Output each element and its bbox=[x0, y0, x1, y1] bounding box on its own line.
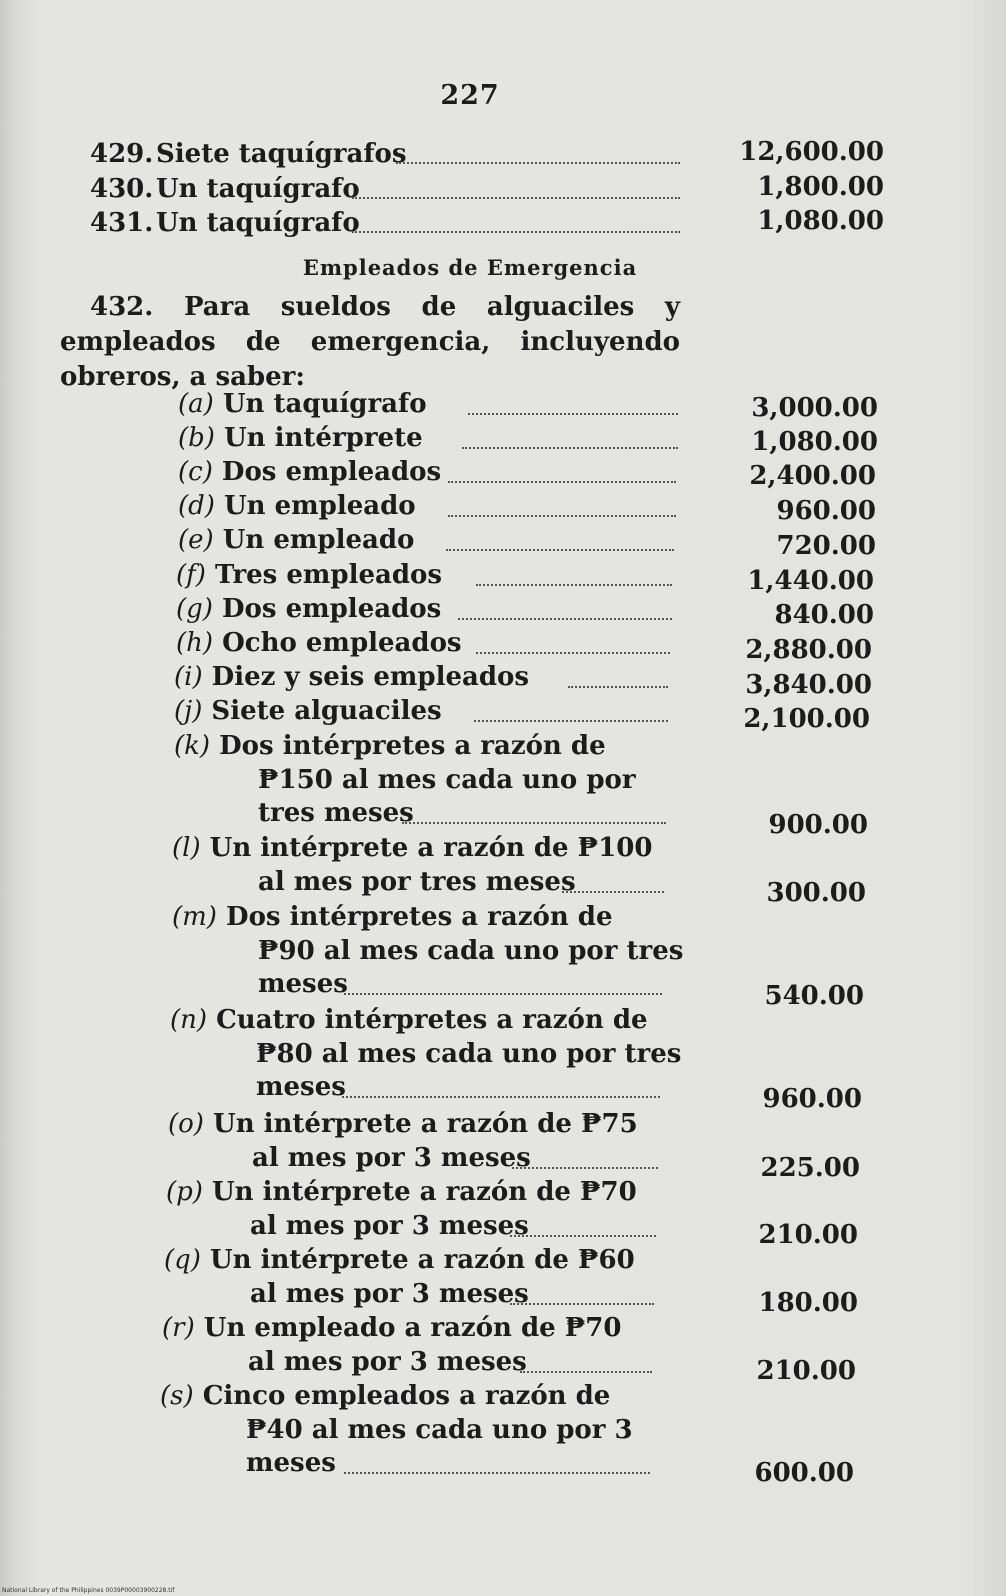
item-letter: (q) bbox=[164, 1245, 201, 1275]
leader-dots bbox=[448, 515, 676, 517]
list-item bbox=[178, 490, 416, 523]
entry-row bbox=[90, 172, 360, 206]
item-letter: (f) bbox=[176, 560, 206, 590]
archive-footer: National Library of the Philippines 0039P00003900228.tif bbox=[2, 1587, 175, 1594]
leader-dots bbox=[520, 1371, 652, 1373]
leader-dots bbox=[342, 1096, 660, 1098]
item-continuation: ₱40 al mes cada uno por 3 bbox=[246, 1415, 633, 1445]
item-amount: 1,080.00 bbox=[751, 427, 878, 457]
leader-dots bbox=[512, 1167, 658, 1169]
item-label: Un intérprete a razón de ₱60 bbox=[210, 1245, 635, 1275]
item-continuation: ₱150 al mes cada uno por bbox=[258, 765, 636, 795]
item-letter: (d) bbox=[178, 491, 215, 521]
list-item bbox=[174, 730, 606, 763]
item-label: Diez y seis empleados bbox=[211, 662, 530, 692]
leader-dots bbox=[476, 652, 670, 654]
item-amount: 2,100.00 bbox=[743, 704, 870, 734]
list-item bbox=[176, 559, 442, 592]
leader-dots bbox=[458, 618, 672, 620]
item-label: Un intérprete a razón de ₱100 bbox=[209, 833, 653, 863]
leader-dots bbox=[396, 162, 680, 164]
item-letter: (p) bbox=[166, 1177, 203, 1207]
item-continuation: al mes por 3 meses bbox=[250, 1279, 529, 1309]
entry-label: Siete taquígrafos bbox=[156, 139, 407, 169]
item-amount: 960.00 bbox=[776, 496, 876, 526]
item-amount: 210.00 bbox=[756, 1356, 856, 1386]
item-letter: (a) bbox=[178, 389, 214, 419]
item-label: Siete alguaciles bbox=[211, 696, 442, 726]
list-item bbox=[178, 456, 441, 489]
list-item bbox=[168, 1108, 638, 1141]
item-letter: (j) bbox=[174, 696, 203, 726]
entry-label: Un taquígrafo bbox=[156, 174, 360, 204]
item-letter: (s) bbox=[160, 1381, 194, 1411]
leader-dots bbox=[468, 413, 678, 415]
list-item bbox=[164, 1244, 635, 1277]
entry-number: 431. bbox=[90, 208, 154, 238]
list-item bbox=[176, 593, 441, 626]
leader-dots bbox=[344, 1472, 650, 1474]
leader-dots bbox=[562, 891, 664, 893]
item-amount: 600.00 bbox=[754, 1458, 854, 1488]
item-letter: (m) bbox=[172, 902, 217, 932]
item-amount: 210.00 bbox=[758, 1220, 858, 1250]
list-item bbox=[174, 695, 442, 728]
item-letter: (b) bbox=[178, 423, 215, 453]
list-item bbox=[170, 1004, 648, 1037]
list-item bbox=[160, 1380, 610, 1413]
item-letter: (n) bbox=[170, 1005, 208, 1035]
item-amount: 225.00 bbox=[760, 1153, 860, 1183]
entry-row bbox=[90, 137, 407, 171]
item-amount: 300.00 bbox=[766, 878, 866, 908]
leader-dots bbox=[352, 197, 680, 199]
entry-amount: 12,600.00 bbox=[739, 137, 884, 167]
item-amount: 1,440.00 bbox=[747, 566, 874, 596]
item-label: Un empleado a razón de ₱70 bbox=[203, 1313, 622, 1343]
item-label: Dos intérpretes a razón de bbox=[226, 902, 613, 932]
entry-label: Un taquígrafo bbox=[156, 208, 360, 238]
paragraph-number: 432. bbox=[90, 292, 154, 322]
page-number: 227 bbox=[440, 80, 500, 111]
item-amount: 3,000.00 bbox=[751, 393, 878, 423]
list-item bbox=[172, 901, 613, 934]
item-amount: 720.00 bbox=[776, 531, 876, 561]
item-label: Cuatro intérpretes a razón de bbox=[216, 1005, 648, 1035]
list-item bbox=[178, 524, 414, 557]
item-continuation: al mes por tres meses bbox=[258, 867, 576, 897]
item-label: Ocho empleados bbox=[222, 628, 462, 658]
item-continuation: meses bbox=[258, 969, 348, 999]
item-label: Tres empleados bbox=[214, 560, 443, 590]
item-label: Dos empleados bbox=[222, 594, 442, 624]
item-amount: 540.00 bbox=[764, 981, 864, 1011]
item-amount: 960.00 bbox=[762, 1084, 862, 1114]
item-label: Un empleado bbox=[224, 491, 416, 521]
list-item bbox=[172, 832, 652, 865]
item-amount: 2,400.00 bbox=[749, 461, 876, 491]
entry-number: 430. bbox=[90, 174, 154, 204]
item-letter: (i) bbox=[174, 662, 203, 692]
item-amount: 180.00 bbox=[758, 1288, 858, 1318]
item-label: Un empleado bbox=[222, 525, 415, 555]
leader-dots bbox=[446, 549, 674, 551]
item-continuation: ₱90 al mes cada uno por tres bbox=[258, 936, 684, 966]
item-continuation: al mes por 3 meses bbox=[252, 1143, 531, 1173]
leader-dots bbox=[448, 481, 676, 483]
item-label: Cinco empleados a razón de bbox=[202, 1381, 611, 1411]
leader-dots bbox=[510, 1235, 656, 1237]
item-amount: 900.00 bbox=[768, 810, 868, 840]
list-item bbox=[178, 422, 423, 455]
list-item bbox=[174, 661, 529, 694]
leader-dots bbox=[510, 1303, 654, 1305]
leader-dots bbox=[344, 993, 662, 995]
item-letter: (r) bbox=[162, 1313, 195, 1343]
item-continuation: meses bbox=[246, 1448, 336, 1478]
leader-dots bbox=[568, 686, 668, 688]
item-continuation: ₱80 al mes cada uno por tres bbox=[256, 1039, 682, 1069]
item-label: Un intérprete bbox=[224, 423, 423, 453]
item-letter: (e) bbox=[178, 525, 214, 555]
entry-amount: 1,800.00 bbox=[757, 172, 884, 202]
item-letter: (g) bbox=[176, 594, 213, 624]
list-item bbox=[178, 388, 427, 421]
item-label: Un intérprete a razón de ₱75 bbox=[213, 1109, 638, 1139]
item-amount: 2,880.00 bbox=[745, 635, 872, 665]
list-item bbox=[162, 1312, 621, 1345]
item-letter: (k) bbox=[174, 731, 211, 761]
item-label: Dos intérpretes a razón de bbox=[219, 731, 606, 761]
paragraph-432 bbox=[60, 290, 680, 395]
entry-amount: 1,080.00 bbox=[757, 206, 884, 236]
leader-dots bbox=[402, 822, 666, 824]
item-continuation: al mes por 3 meses bbox=[250, 1211, 529, 1241]
item-letter: (l) bbox=[172, 833, 201, 863]
item-label: Un intérprete a razón de ₱70 bbox=[212, 1177, 637, 1207]
item-letter: (c) bbox=[178, 457, 213, 487]
paragraph-text: Para sueldos de alguaciles y empleados de emergencia, incluyendo obreros, a saber: bbox=[60, 292, 680, 392]
item-continuation: al mes por 3 meses bbox=[248, 1347, 527, 1377]
item-letter: (o) bbox=[168, 1109, 204, 1139]
item-label: Dos empleados bbox=[221, 457, 442, 487]
item-amount: 3,840.00 bbox=[745, 670, 872, 700]
item-continuation: tres meses bbox=[258, 798, 414, 828]
leader-dots bbox=[352, 231, 680, 233]
leader-dots bbox=[462, 447, 678, 449]
list-item bbox=[176, 627, 462, 660]
leader-dots bbox=[474, 720, 668, 722]
entry-row bbox=[90, 206, 360, 240]
item-amount: 840.00 bbox=[774, 600, 874, 630]
item-label: Un taquígrafo bbox=[222, 389, 427, 419]
list-item bbox=[166, 1176, 637, 1209]
entry-number: 429. bbox=[90, 139, 154, 169]
leader-dots bbox=[476, 584, 672, 586]
section-heading: Empleados de Emergencia bbox=[302, 255, 638, 280]
item-letter: (h) bbox=[176, 628, 214, 658]
item-continuation: meses bbox=[256, 1072, 346, 1102]
